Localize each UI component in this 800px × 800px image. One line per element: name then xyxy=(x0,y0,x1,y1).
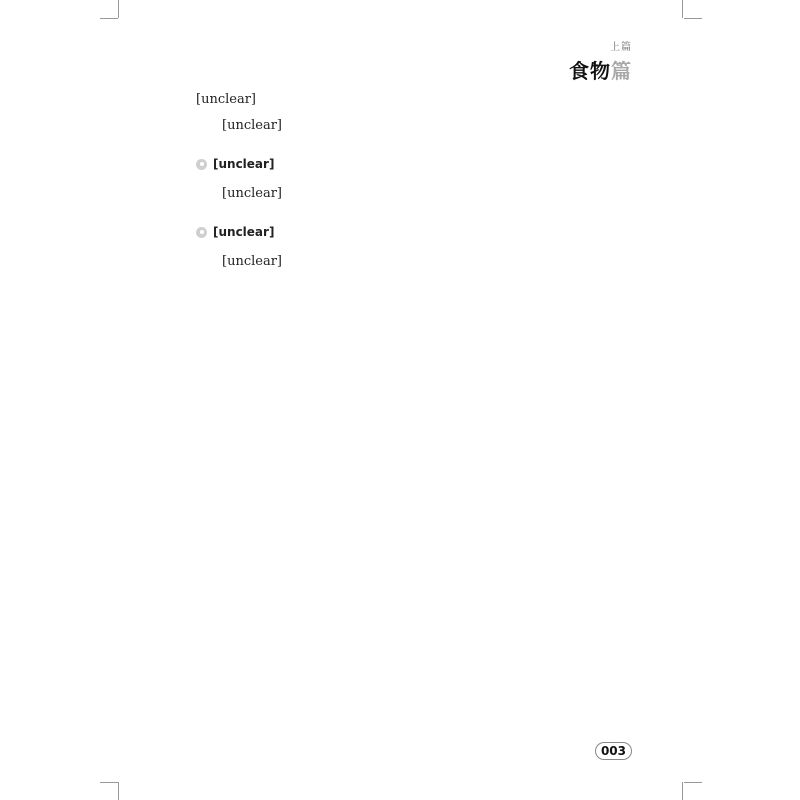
crop-mark xyxy=(100,782,118,783)
page-header xyxy=(569,38,632,84)
header-title-main: 食物 xyxy=(569,59,611,83)
crop-mark xyxy=(682,782,683,800)
section-body: [unclear] xyxy=(222,254,282,269)
page-number: 003 xyxy=(595,742,632,760)
header-subtitle: 上篇 xyxy=(610,42,632,53)
section-heading xyxy=(196,152,606,176)
header-title xyxy=(569,55,632,84)
crop-mark xyxy=(684,782,702,783)
section-heading xyxy=(196,220,606,244)
crop-mark xyxy=(118,0,119,18)
leaf-bullet-icon xyxy=(196,227,207,238)
section-heading-text: [unclear] xyxy=(213,157,275,171)
section-heading-text: [unclear] xyxy=(213,225,275,239)
crop-mark xyxy=(100,18,118,19)
page-body xyxy=(196,88,606,276)
intro-paragraph: [unclear] xyxy=(196,92,256,107)
crop-mark xyxy=(682,0,683,18)
leaf-bullet-icon xyxy=(196,159,207,170)
section-body: [unclear] xyxy=(222,186,282,201)
crop-mark xyxy=(684,18,702,19)
crop-mark xyxy=(118,782,119,800)
header-title-light: 篇 xyxy=(611,59,632,83)
classification-paragraph: [unclear] xyxy=(222,118,282,133)
